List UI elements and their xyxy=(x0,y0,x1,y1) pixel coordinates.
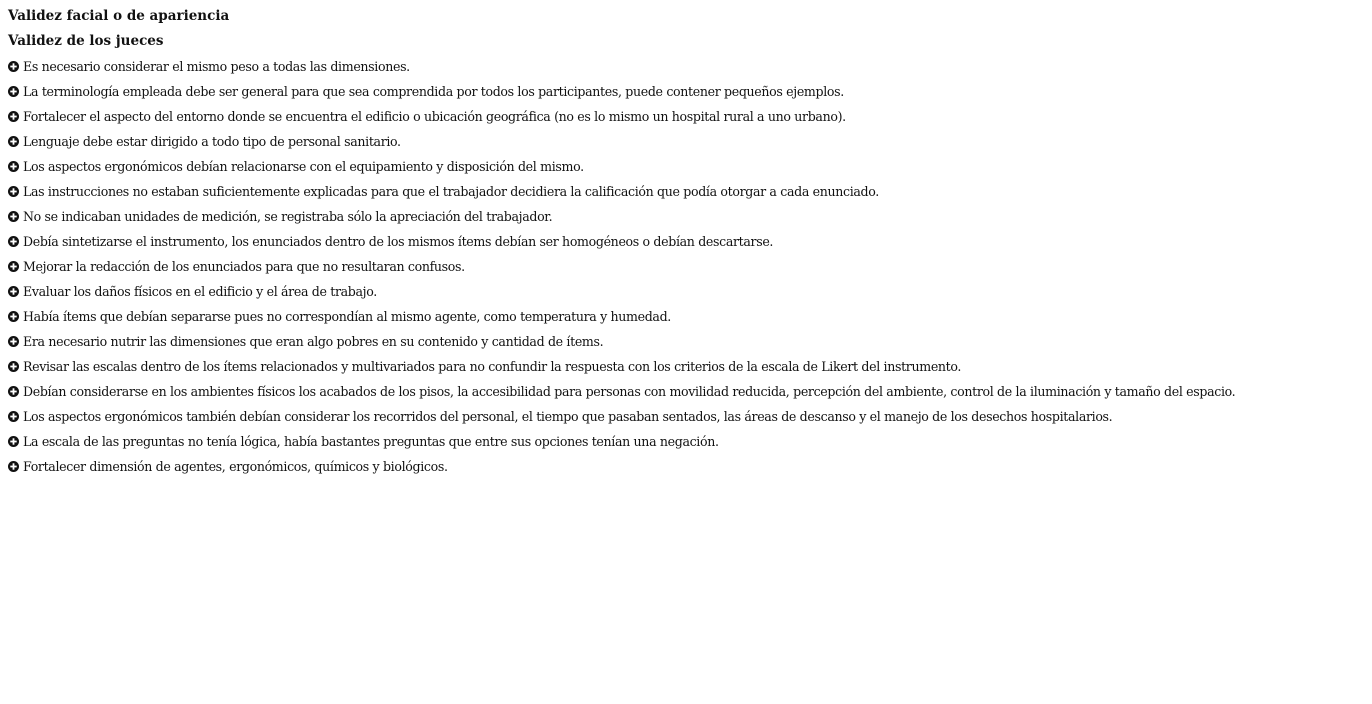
circle-plus-icon xyxy=(8,136,19,147)
list-item-text: La escala de las preguntas no tenía lógica, había bastantes preguntas que entre sus opciones tenían una negación. xyxy=(23,434,719,449)
section-title: Validez facial o de apariencia xyxy=(8,8,230,24)
list-item xyxy=(8,179,1368,204)
list-item xyxy=(8,429,1368,454)
list-item xyxy=(8,404,1368,429)
list-item-text: Los aspectos ergonómicos también debían considerar los recorridos del personal, el tiempo que pasaban sentados, las áreas de descanso y el manejo de los desechos hospitalarios. xyxy=(23,409,1113,424)
circle-plus-icon xyxy=(8,436,19,447)
list-item-text: Es necesario considerar el mismo peso a todas las dimensiones. xyxy=(23,59,410,74)
circle-plus-icon xyxy=(8,261,19,272)
list-item xyxy=(8,354,1368,379)
list-item-text: Las instrucciones no estaban suficientemente explicadas para que el trabajador decidiera la calificación que podía otorgar a cada enunciado. xyxy=(23,184,879,199)
list-item xyxy=(8,129,1368,154)
criteria-list xyxy=(8,54,1368,479)
circle-plus-icon xyxy=(8,211,19,222)
circle-plus-icon xyxy=(8,186,19,197)
document-body xyxy=(8,4,1368,479)
list-item-text: No se indicaban unidades de medición, se registraba sólo la apreciación del trabajador. xyxy=(23,209,553,224)
list-item xyxy=(8,379,1368,404)
list-item-text: Era necesario nutrir las dimensiones que eran algo pobres en su contenido y cantidad de ítems. xyxy=(23,334,604,349)
list-item xyxy=(8,54,1368,79)
circle-plus-icon xyxy=(8,86,19,97)
list-item xyxy=(8,279,1368,304)
list-item xyxy=(8,329,1368,354)
list-item xyxy=(8,254,1368,279)
list-item-text: Revisar las escalas dentro de los ítems relacionados y multivariados para no confundir la respuesta con los criterios de la escala de Likert del instrumento. xyxy=(23,359,962,374)
list-item-text: Los aspectos ergonómicos debían relacionarse con el equipamiento y disposición del mismo. xyxy=(23,159,584,174)
list-item-text: La terminología empleada debe ser general para que sea comprendida por todos los participantes, puede contener pequeños ejemplos. xyxy=(23,84,844,99)
subsection-title: Validez de los jueces xyxy=(8,33,164,49)
list-item xyxy=(8,104,1368,129)
list-item-text: Mejorar la redacción de los enunciados para que no resultaran confusos. xyxy=(23,259,465,274)
circle-plus-icon xyxy=(8,236,19,247)
circle-plus-icon xyxy=(8,386,19,397)
list-item-text: Había ítems que debían separarse pues no correspondían al mismo agente, como temperatura y humedad. xyxy=(23,309,671,324)
list-item-text: Fortalecer el aspecto del entorno donde se encuentra el edificio o ubicación geográfica (no es lo mismo un hospital rural a uno urbano). xyxy=(23,109,846,124)
list-item-text: Debía sintetizarse el instrumento, los enunciados dentro de los mismos ítems debían ser homogéneos o debían descartarse. xyxy=(23,234,774,249)
list-item-text: Debían considerarse en los ambientes físicos los acabados de los pisos, la accesibilidad para personas con movilidad reducida, percepción del ambiente, control de la iluminación y tamaño del espacio. xyxy=(23,384,1236,399)
list-item xyxy=(8,304,1368,329)
circle-plus-icon xyxy=(8,286,19,297)
circle-plus-icon xyxy=(8,361,19,372)
list-item-text: Fortalecer dimensión de agentes, ergonómicos, químicos y biológicos. xyxy=(23,459,448,474)
list-item-text: Lenguaje debe estar dirigido a todo tipo de personal sanitario. xyxy=(23,134,401,149)
circle-plus-icon xyxy=(8,336,19,347)
circle-plus-icon xyxy=(8,311,19,322)
list-item xyxy=(8,229,1368,254)
list-item xyxy=(8,454,1368,479)
circle-plus-icon xyxy=(8,461,19,472)
list-item xyxy=(8,154,1368,179)
circle-plus-icon xyxy=(8,411,19,422)
circle-plus-icon xyxy=(8,111,19,122)
list-item xyxy=(8,79,1368,104)
list-item xyxy=(8,204,1368,229)
circle-plus-icon xyxy=(8,61,19,72)
circle-plus-icon xyxy=(8,161,19,172)
list-item-text: Evaluar los daños físicos en el edificio y el área de trabajo. xyxy=(23,284,377,299)
